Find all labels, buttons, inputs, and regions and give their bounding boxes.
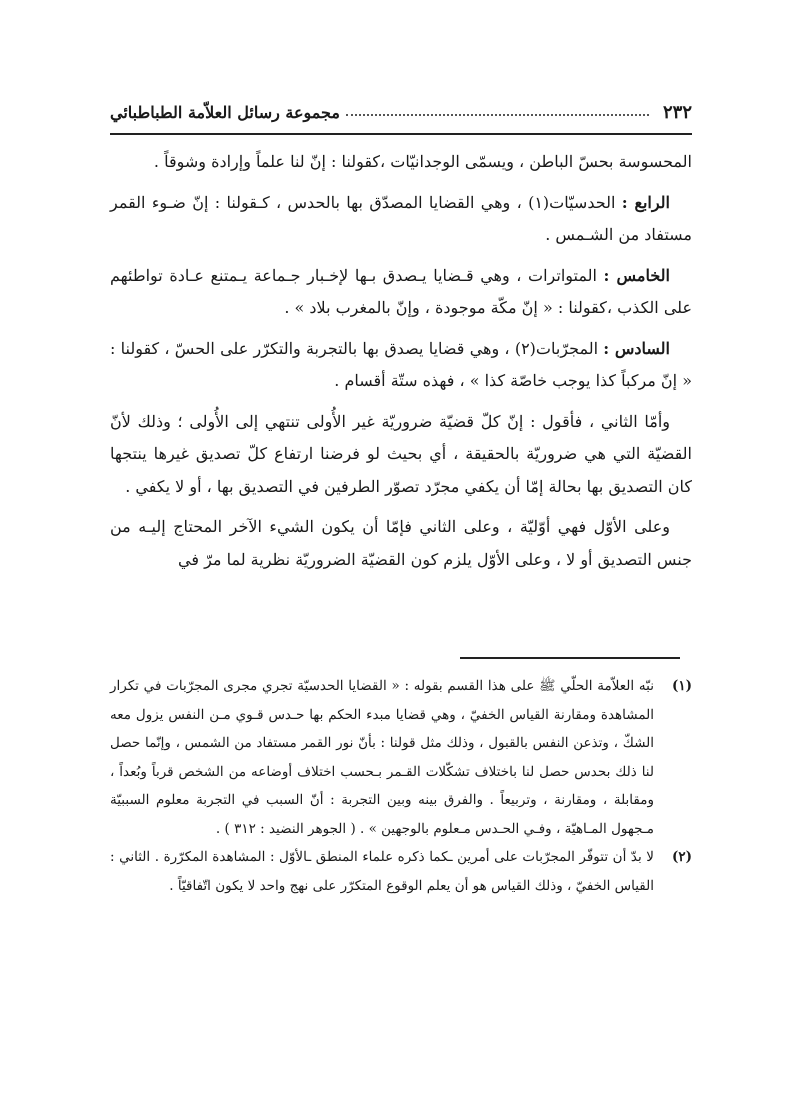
paragraph-lead: السادس : [603,338,670,358]
paragraph-text: المحسوسة بحسّ الباطن ، ويسمّى الوجدانيّات ،كقولنا : إنّ لنا علماً وإرادة وشوقاً . [153,152,692,171]
footnote-separator [460,657,680,659]
paragraph [110,333,692,398]
footnote-number: (١) [671,678,692,694]
header-rule [110,133,692,135]
paragraph [110,511,692,576]
paragraph [110,146,692,179]
main-text [110,146,692,584]
running-header [110,92,692,132]
footnote-number: (٢) [671,849,692,865]
footnote-text: نبّه العلاّمة الحلّي ﷺ على هذا القسم بقوله : « القضايا الحدسيّة تجري مجرى المجرّبات في تكرار المشاهدة ومقارنة القياس الخفيّ ، وهي قضايا مبدء الحكم بها حـدس قـوي مـن النفس يزول معه الشكّ ، وتذعن النفس بالقبول ، وذلك مثل قولنا : بأنّ نور القمر مستفاد من الشمس ، وإنّما حصل لنا ذلك بحدس حصل لنا باختلاف تشكّلات القـمر بـحسب اختلاف أوضاعه من الشخص قرباً وبُعداً ، ومقابلة ، ومقارنة ، وتربيعاً . والفرق بينه وبين التجربة : أنّ السبب في التجربة معلوم السببيّة مـجهول المـاهيّة ، وفـي الحـدس مـعلوم بالوجهين » . ( الجوهر النضيد : ٣١٢ ) . [110,678,654,837]
paragraph-text: وأمّا الثاني ، فأقول : إنّ كلّ قضيّة ضروريّة غير الأُولى تنتهي إلى الأُولى ؛ وذلك لأنّ القضيّة التي هي ضروريّة بالحقيقة ، أي بحيث لو فرضنا ارتفاع كلّ تصديق غيرها ينتجها كان التصديق بها بحالة إمّا أن يكفي مجرّد تصوّر الطرفين في التصديق بها ، أو لا يكفي . [110,411,692,496]
paragraph-text: المجرّبات(٢) ، وهي قضايا يصدق بها بالتجربة والتكرّر على الحسّ ، كقولنا : « إنّ مركباً كذا يوجب خاصّة كذا » ، فهذه ستّة أقسام . [110,338,692,390]
paragraph-text: المتواترات ، وهي قـضايا يـصدق بـها لإخـبار جـماعة يـمتنع عـادة تواطئهم على الكذب ،كقولنا : « إنّ مكّة موجودة ، وإنّ بالمغرب بلاد » . [110,265,692,317]
footnote [110,672,692,843]
paragraph-lead: الخامس : [603,265,670,285]
header-title: مجموعة رسائل العلاّمة الطباطبائي [110,102,340,122]
footnotes [110,672,692,900]
page-number: ٢٣٢ [662,101,692,123]
paragraph-text: وعلى الأوّل فهي أوّليّة ، وعلى الثاني فإمّا أن يكون الشيء الآخر المحتاج إليـه من جنس التصديق أو لا ، وعلى الأوّل يلزم كون القضيّة الضروريّة نظرية لما مرّ في [110,517,692,569]
paragraph [110,187,692,252]
paragraph-lead: الرابع : [621,192,671,212]
header-dot-leader [346,114,649,116]
paragraph [110,406,692,504]
footnote [110,843,692,900]
paragraph-text: الحدسيّات(١) ، وهي القضايا المصدّق بها بالحدس ، كـقولنا : إنّ ضـوء القمر مستفاد من الشـمس . [110,192,692,244]
footnote-text: لا بدّ أن تتوفّر المجرّبات على أمرين ـكما ذكره علماء المنطق ـالأوّل : المشاهدة المكرّرة . الثاني : القياس الخفيّ ، وذلك القياس هو أن يعلم الوقوع المتكرّر على نهج واحد لا يكون اتّفاقيّاً . [110,849,654,894]
paragraph [110,260,692,325]
